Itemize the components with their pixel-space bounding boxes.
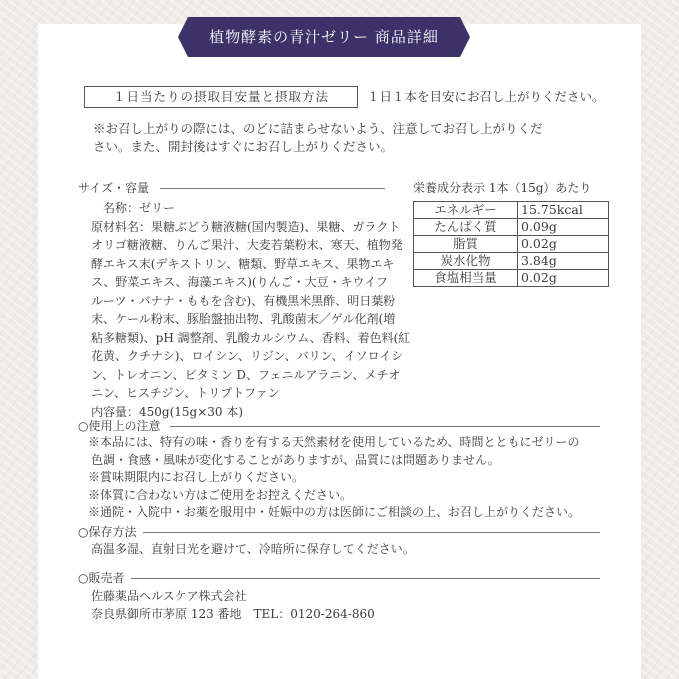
nutrition-value: 0.09g	[518, 219, 609, 236]
caution-line: ※体質に合わない方はご使用をお控えください。	[88, 487, 353, 502]
specs-heading-rule	[160, 188, 385, 189]
nutrition-row	[414, 253, 609, 270]
nutrition-value: 15.75kcal	[518, 202, 609, 219]
storage-text: 高温多湿、直射日光を避けて、冷暗所に保存してください。	[91, 542, 415, 556]
seller-heading-rule	[131, 578, 600, 579]
specs-line: ニン、ヒスチジン、トリプトファン	[91, 386, 280, 400]
nutrition-row	[414, 202, 609, 219]
caution-line: 色調・食感・風味が変化することがありますが、品質には問題ありません。	[91, 452, 500, 467]
page-title-banner: 植物酵素の青汁ゼリー 商品詳細	[188, 17, 460, 57]
nutrition-row	[414, 270, 609, 287]
intake-note-line2: さい。また、開封後はすぐにお召し上がりください。	[93, 139, 394, 154]
nutrition-row	[414, 236, 609, 253]
caution-line: ※賞味期限内にお召し上がりください。	[88, 470, 305, 484]
specs-line: ス、野菜エキス、海藻エキス)(りんご・大豆・キウイフ	[91, 275, 388, 289]
seller-heading: ○販売者	[78, 571, 125, 585]
caution-line: ※通院・入院中・お薬を服用中・妊娠中の方は医師にご相談の上、お召し上がりください。	[88, 505, 581, 519]
nutrition-label: 炭水化物	[414, 253, 518, 270]
storage-heading: ○保存方法	[78, 525, 137, 539]
specs-line: ルーツ・バナナ・ももを含む)、有機黒米黒酢、明日葉粉	[91, 293, 396, 308]
cautions-heading-rule	[170, 426, 600, 427]
specs-line: 末、ケール粉末、豚胎盤抽出物、乳酸菌末／ゲル化剤(増	[91, 312, 396, 326]
nutrition-value: 0.02g	[518, 270, 609, 287]
nutrition-value: 3.84g	[518, 253, 609, 270]
specs-line: オリゴ糖液糖、りんご果汁、大麦若葉粉末、寒天、植物発	[91, 238, 403, 252]
specs-line: ン、トレオニン、ビタミン D、フェニルアラニン、メチオ	[91, 367, 401, 382]
storage-heading-rule	[143, 532, 600, 533]
nutrition-table	[413, 201, 609, 287]
cautions-heading: ○使用上の注意	[78, 419, 161, 433]
intake-note-line1: ※お召し上がりの際には、のどに詰まらせないよう、注意してお召し上がりくだ	[93, 121, 543, 136]
nutrition-title: 栄養成分表示 1本（15g）あたり	[413, 181, 592, 195]
nutrition-label: 脂質	[414, 236, 518, 253]
seller-address: 奈良県御所市茅原 123 番地 TEL：0120-264-860	[91, 607, 375, 621]
seller-name: 佐藤薬品ヘルスケア株式会社	[91, 589, 247, 603]
specs-line: 名称：ゼリー	[103, 201, 176, 215]
nutrition-label: 食塩相当量	[414, 270, 518, 287]
nutrition-value: 0.02g	[518, 236, 609, 253]
specs-line: 内容量：450g(15g×30 本)	[91, 404, 244, 419]
specs-line: 酵エキス末(デキストリン、糖類、野草エキス、果物エキ	[91, 256, 395, 271]
specs-line: 粘多糖類)、pH 調整剤、乳酸カルシウム、香料、着色料(紅	[91, 330, 411, 345]
specs-line: 花黄、クチナシ)、ロイシン、リジン、バリン、イソロイシ	[91, 349, 404, 363]
caution-line: ※本品には、特有の味・香りを有する天然素材を使用しているため、時間とともにゼリーの	[88, 435, 580, 449]
specs-line: 原材料名：果糖ぶどう糖液糖(国内製造)、果糖、ガラクト	[91, 219, 401, 234]
intake-text: １日１本を目安にお召し上がりください。	[367, 89, 605, 104]
intake-heading-box: １日当たりの摂取目安量と摂取方法	[84, 86, 358, 108]
nutrition-label: たんぱく質	[414, 219, 518, 236]
nutrition-row	[414, 219, 609, 236]
specs-heading: サイズ・容量	[78, 181, 150, 195]
nutrition-label: エネルギー	[414, 202, 518, 219]
